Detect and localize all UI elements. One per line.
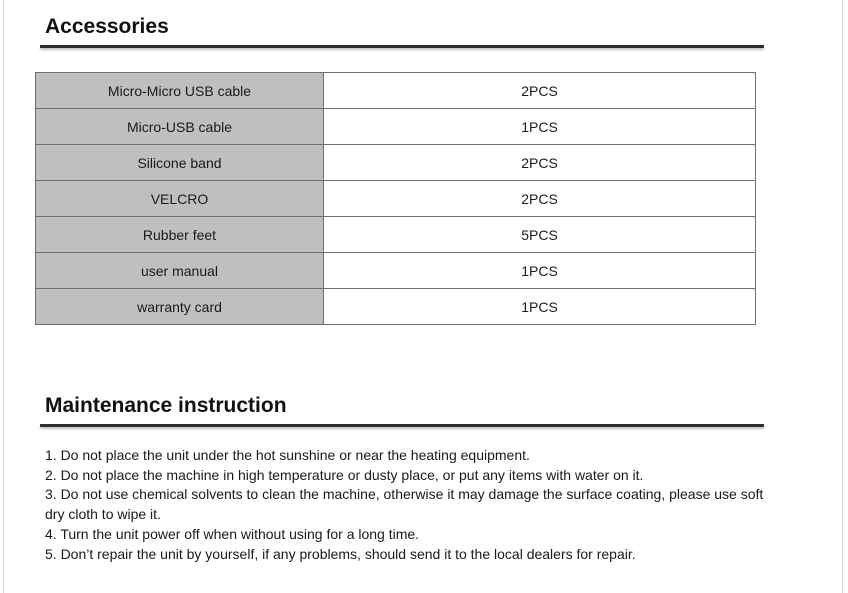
- accessory-quantity-cell: 1PCS: [324, 289, 756, 325]
- accessory-name-cell: Silicone band: [36, 145, 324, 181]
- accessory-quantity-cell: 1PCS: [324, 109, 756, 145]
- accessory-name-cell: warranty card: [36, 289, 324, 325]
- accessory-name-cell: Rubber feet: [36, 217, 324, 253]
- table-row: [36, 73, 756, 109]
- accessory-quantity-cell: 2PCS: [324, 145, 756, 181]
- accessory-quantity-cell: 2PCS: [324, 73, 756, 109]
- accessory-quantity-cell: 2PCS: [324, 181, 756, 217]
- accessory-name-cell: Micro-USB cable: [36, 109, 324, 145]
- accessories-heading-rule: [40, 45, 764, 48]
- accessories-heading: Accessories: [45, 15, 169, 38]
- table-row: [36, 253, 756, 289]
- accessory-name-cell: Micro-Micro USB cable: [36, 73, 324, 109]
- instruction-item: 4. Turn the unit power off when without using for a long time.: [45, 525, 420, 542]
- instruction-item: 3. Do not use chemical solvents to clean the machine, otherwise it may damage the surface coating, please use soft dry cloth to wipe it.: [45, 486, 764, 523]
- table-row: [36, 217, 756, 253]
- maintenance-instruction-list: [45, 446, 765, 564]
- table-row: [36, 109, 756, 145]
- table-row: [36, 145, 756, 181]
- maintenance-heading-rule: [40, 424, 764, 427]
- instruction-item: 1. Do not place the unit under the hot sunshine or near the heating equipment.: [45, 447, 530, 463]
- table-row: [36, 289, 756, 325]
- accessory-quantity-cell: 1PCS: [324, 253, 756, 289]
- accessories-table: [35, 72, 756, 325]
- maintenance-heading: Maintenance instruction: [45, 394, 287, 417]
- instruction-item: 2. Do not place the machine in high temperature or dusty place, or put any items with water on it.: [45, 466, 644, 483]
- accessory-quantity-cell: 5PCS: [324, 217, 756, 253]
- accessory-name-cell: user manual: [36, 253, 324, 289]
- table-row: [36, 181, 756, 217]
- instruction-item: 5. Don’t repair the unit by yourself, if any problems, should send it to the local dealers for repair.: [45, 545, 636, 562]
- accessory-name-cell: VELCRO: [36, 181, 324, 217]
